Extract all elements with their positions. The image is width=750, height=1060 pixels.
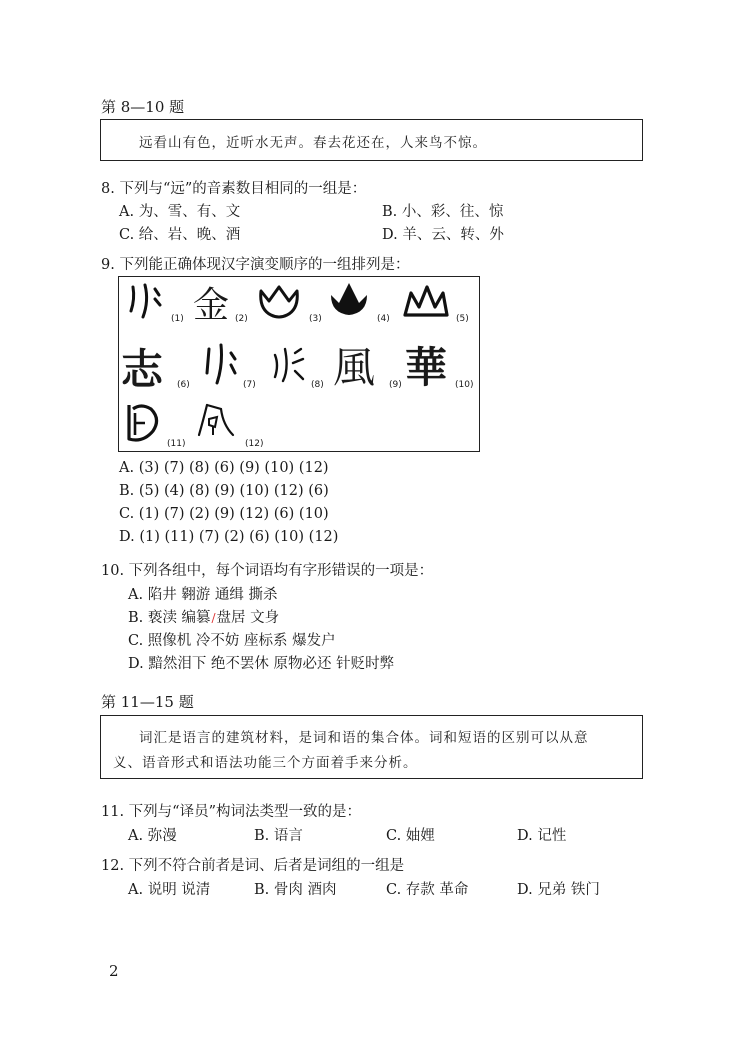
question-10-stem: 10. 下列各组中，每个词语均有字形错误的一项是： — [101, 563, 434, 579]
question-11-stem: 11. 下列与“译员”构词法类型一致的是： — [101, 804, 361, 820]
glyph-3-image — [257, 283, 301, 319]
q11-option-a: A. 弥漫 — [128, 828, 177, 844]
q10-option-c: C. 照像机 冷不妨 座标系 爆发户 — [128, 633, 336, 649]
q8-option-b: B. 小、彩、往、惊 — [382, 204, 504, 220]
glyph-label-3: (3) — [309, 314, 322, 324]
glyph-label-1: (1) — [171, 314, 184, 324]
glyph-12-image — [195, 401, 239, 441]
q10-option-b — [128, 606, 279, 627]
q10-option-a: A. 陷井 翱游 通缉 撕杀 — [128, 587, 278, 603]
glyph-label-5: (5) — [456, 314, 469, 324]
glyph-label-6: (6) — [177, 380, 190, 390]
glyph-1-image — [125, 281, 165, 321]
q9-option-d: D. (1) (11) (7) (2) (6) (10) (12) — [119, 529, 339, 545]
q8-option-d: D. 羊、云、转、外 — [382, 227, 504, 243]
glyph-2: 金 — [193, 285, 230, 326]
question-12-stem: 12. 下列不符合前者是词、后者是词组的一组是 — [101, 858, 405, 874]
passage-box-2 — [100, 715, 643, 779]
q10-option-b-part1: B. 亵渎 编篡 — [128, 610, 211, 626]
glyph-6: 志 — [121, 345, 164, 394]
glyph-label-7: (7) — [243, 380, 256, 390]
q8-option-c: C. 给、岩、晚、酒 — [119, 227, 241, 243]
q8-option-a: A. 为、雪、有、文 — [119, 204, 241, 220]
q11-option-b: B. 语言 — [254, 828, 303, 844]
q9-option-c: C. (1) (7) (2) (9) (12) (6) (10) — [119, 506, 329, 522]
q11-option-c: C. 妯娌 — [386, 828, 435, 844]
glyph-7-image — [201, 343, 241, 387]
glyph-label-4: (4) — [377, 314, 390, 324]
section-title-11-15: 第 11—15 题 — [101, 693, 194, 711]
q12-option-b: B. 骨肉 酒肉 — [254, 882, 337, 898]
q10-option-b-part2: 盘居 文身 — [216, 610, 280, 626]
glyph-label-10: (10) — [455, 380, 474, 390]
glyph-10: 華 — [405, 343, 448, 392]
glyph-label-8: (8) — [311, 380, 324, 390]
q9-option-b: B. (5) (4) (8) (9) (10) (12) (6) — [119, 483, 329, 499]
section-title-8-10: 第 8—10 题 — [101, 98, 185, 116]
question-8-stem: 8. 下列与“远”的音素数目相同的一组是： — [101, 181, 367, 197]
q12-option-a: A. 说明 说清 — [128, 882, 211, 898]
glyph-11-image — [123, 401, 163, 445]
page-number: 2 — [109, 962, 119, 980]
handwritten-mark: / — [211, 611, 216, 625]
q11-option-d: D. 记性 — [517, 828, 567, 844]
q12-option-d: D. 兄弟 铁门 — [517, 882, 600, 898]
glyph-label-9: (9) — [389, 380, 402, 390]
passage-text-2-line1: 词汇是语言的建筑材料，是词和语的集合体。词和短语的区别可以从意 — [139, 730, 589, 746]
glyph-4-image — [327, 281, 371, 319]
q10-option-d: D. 黯然泪下 绝不罢休 原物必还 针贬时弊 — [128, 656, 395, 672]
glyph-5-image — [401, 283, 451, 319]
passage-text-2-line2: 义、语音形式和语法功能三个方面着手来分析。 — [113, 755, 418, 771]
glyph-label-2: (2) — [235, 314, 248, 324]
glyph-label-12: (12) — [245, 439, 264, 449]
q12-option-c: C. 存款 革命 — [386, 882, 469, 898]
question-9-stem: 9. 下列能正确体现汉字演变顺序的一组排列是： — [101, 257, 410, 273]
glyph-8-image — [269, 345, 309, 385]
glyph-9: 風 — [333, 343, 376, 392]
glyph-label-11: (11) — [167, 439, 186, 449]
ancient-script-figure — [118, 276, 480, 452]
q9-option-a: A. (3) (7) (8) (6) (9) (10) (12) — [119, 460, 329, 476]
passage-box-1 — [100, 119, 643, 161]
passage-text-1: 远看山有色，近听水无声。春去花还在，人来鸟不惊。 — [139, 135, 487, 151]
